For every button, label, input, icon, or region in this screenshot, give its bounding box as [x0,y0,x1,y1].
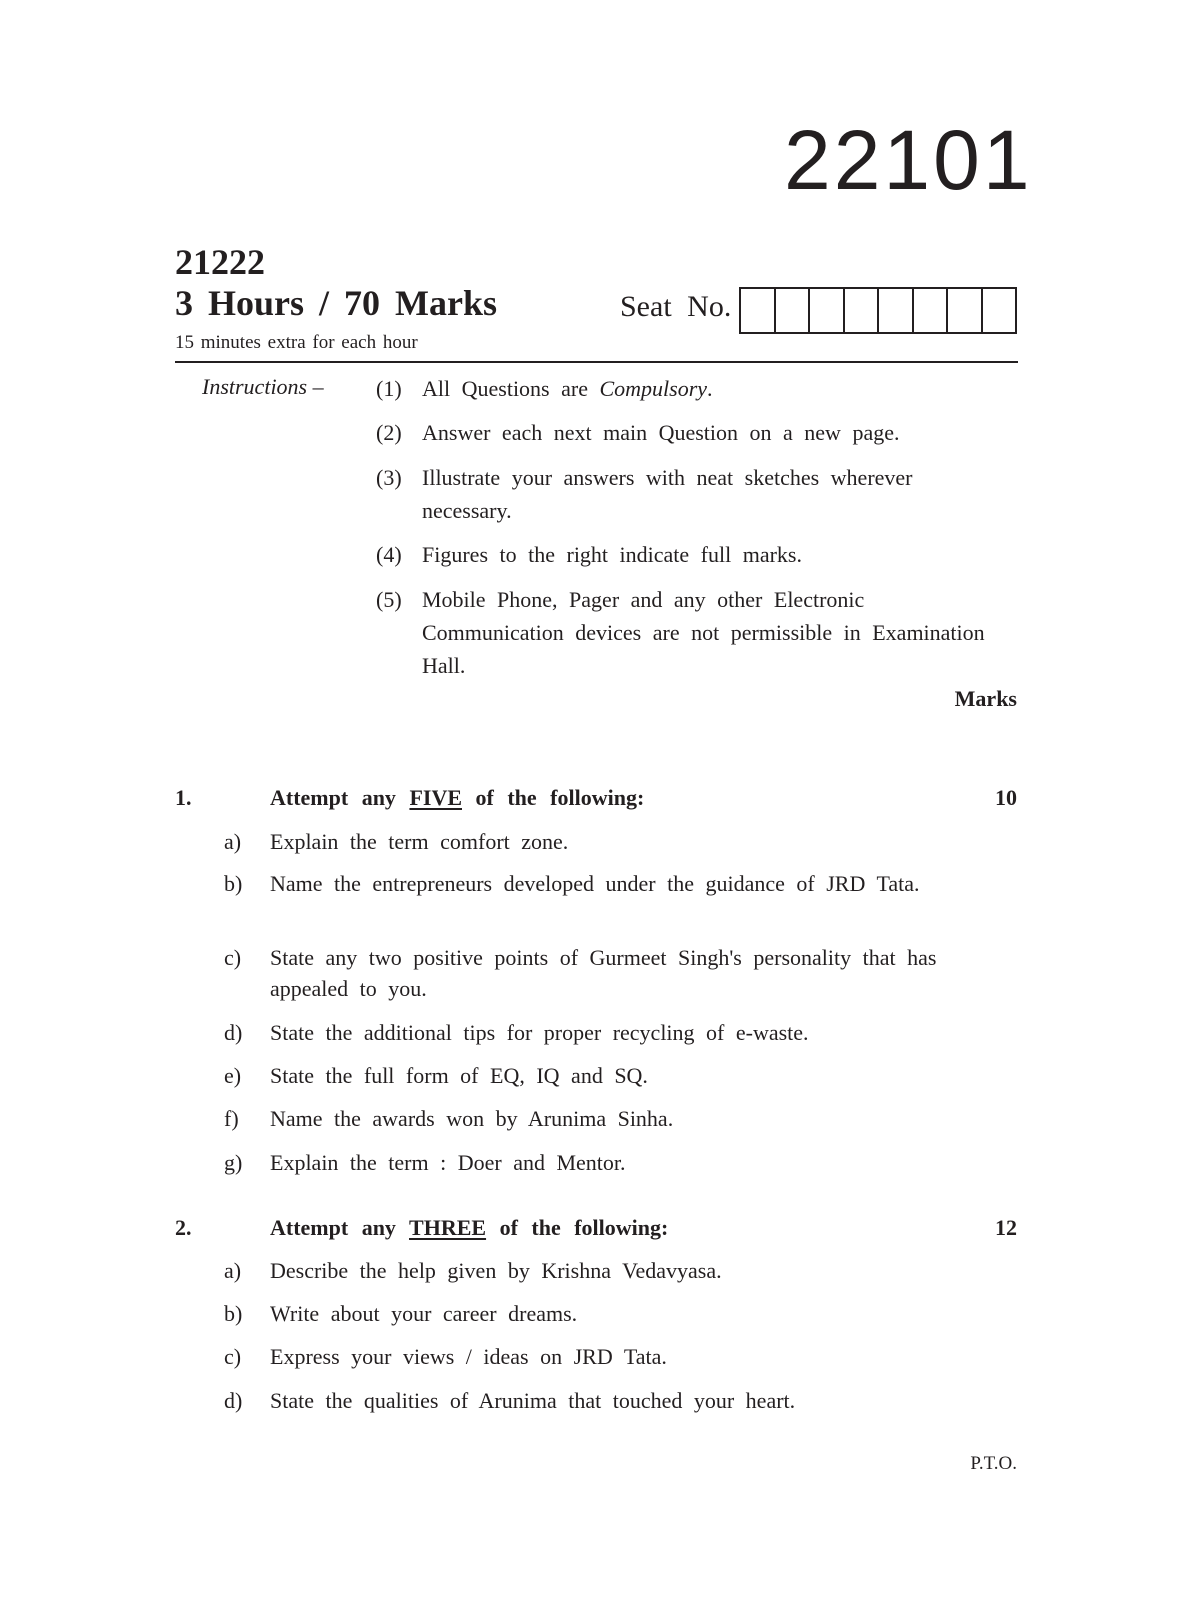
sub-question [224,1103,944,1134]
sub-question-text: State the full form of EQ, IQ and SQ. [270,1063,648,1088]
sub-question [224,1255,944,1286]
question-marks: 10 [995,785,1017,810]
sub-question [224,1147,944,1178]
extra-time-note: 15 minutes extra for each hour [175,332,418,353]
sub-question-label: b) [224,1301,243,1326]
sub-question-label: d) [224,1388,243,1413]
instruction-item [376,461,996,527]
sub-question [224,1060,944,1091]
instruction-text: Illustrate your answers with neat sketches wherever necessary. [422,465,913,523]
question-heading: Attempt any FIVE of the following: [270,785,645,810]
instruction-item [376,372,996,405]
sub-question-text: Name the awards won by Arunima Sinha. [270,1106,674,1131]
subject-code: 22101 [784,113,1033,207]
sub-question-text: Express your views / ideas on JRD Tata. [270,1344,667,1369]
sub-question [224,1298,944,1329]
paper-code: 21222 [175,242,265,282]
question-marks: 12 [995,1215,1017,1240]
sub-question [224,826,944,857]
instruction-text: All Questions are Compulsory. [422,376,713,401]
sub-question-text: Name the entrepreneurs developed under the guidance of JRD Tata. [270,871,920,896]
instruction-item [376,538,996,571]
seat-number-cell[interactable] [810,289,845,332]
sub-question-label: e) [224,1063,242,1088]
sub-question [224,868,944,899]
sub-question-label: b) [224,871,243,896]
question-heading: Attempt any THREE of the following: [270,1215,669,1240]
duration-and-marks: 3 Hours / 70 Marks [175,283,498,323]
seat-number-cell[interactable] [776,289,811,332]
seat-number-cell[interactable] [741,289,776,332]
sub-question [224,1385,944,1416]
sub-question-text: Explain the term : Doer and Mentor. [270,1150,626,1175]
seat-number-cell[interactable] [879,289,914,332]
sub-question-label: c) [224,1344,242,1369]
sub-question-text: Write about your career dreams. [270,1301,578,1326]
instructions-label: Instructions – [202,374,324,399]
question-number: 1. [175,785,192,810]
instruction-item [376,583,996,682]
instruction-text: Answer each next main Question on a new page. [422,420,900,445]
sub-question [224,1341,944,1372]
sub-question [224,1017,944,1048]
seat-number-cell[interactable] [983,289,1016,332]
sub-question-label: a) [224,829,242,854]
header-divider [175,361,1018,363]
sub-question-text: Explain the term comfort zone. [270,829,569,854]
instruction-text: Figures to the right indicate full marks. [422,542,802,567]
marks-column-heading: Marks [954,686,1017,711]
seat-number-boxes[interactable] [739,287,1017,334]
question-number: 2. [175,1215,192,1240]
sub-question-text: State the additional tips for proper recycling of e-waste. [270,1020,809,1045]
sub-question-label: g) [224,1150,243,1175]
instruction-number: (4) [376,542,402,567]
sub-question-text: State any two positive points of Gurmeet Singh's personality that has appealed to you. [270,945,937,1001]
seat-number-label: Seat No. [620,290,732,323]
instruction-number: (1) [376,376,402,401]
sub-question-label: a) [224,1258,242,1283]
sub-question-label: f) [224,1106,239,1131]
instruction-item [376,416,996,449]
sub-question-label: d) [224,1020,243,1045]
instruction-number: (3) [376,465,402,490]
sub-question-text: Describe the help given by Krishna Vedavyasa. [270,1258,722,1283]
seat-number-cell[interactable] [845,289,880,332]
seat-number-cell[interactable] [948,289,983,332]
seat-number-cell[interactable] [914,289,949,332]
sub-question-label: c) [224,945,242,970]
sub-question-text: State the qualities of Arunima that touched your heart. [270,1388,796,1413]
sub-question [224,942,944,1004]
instruction-text: Mobile Phone, Pager and any other Electronic Communication devices are not permissible in Examination Hall. [422,587,985,678]
instruction-number: (5) [376,587,402,612]
instruction-number: (2) [376,420,402,445]
page-turn-over: P.T.O. [970,1453,1017,1474]
